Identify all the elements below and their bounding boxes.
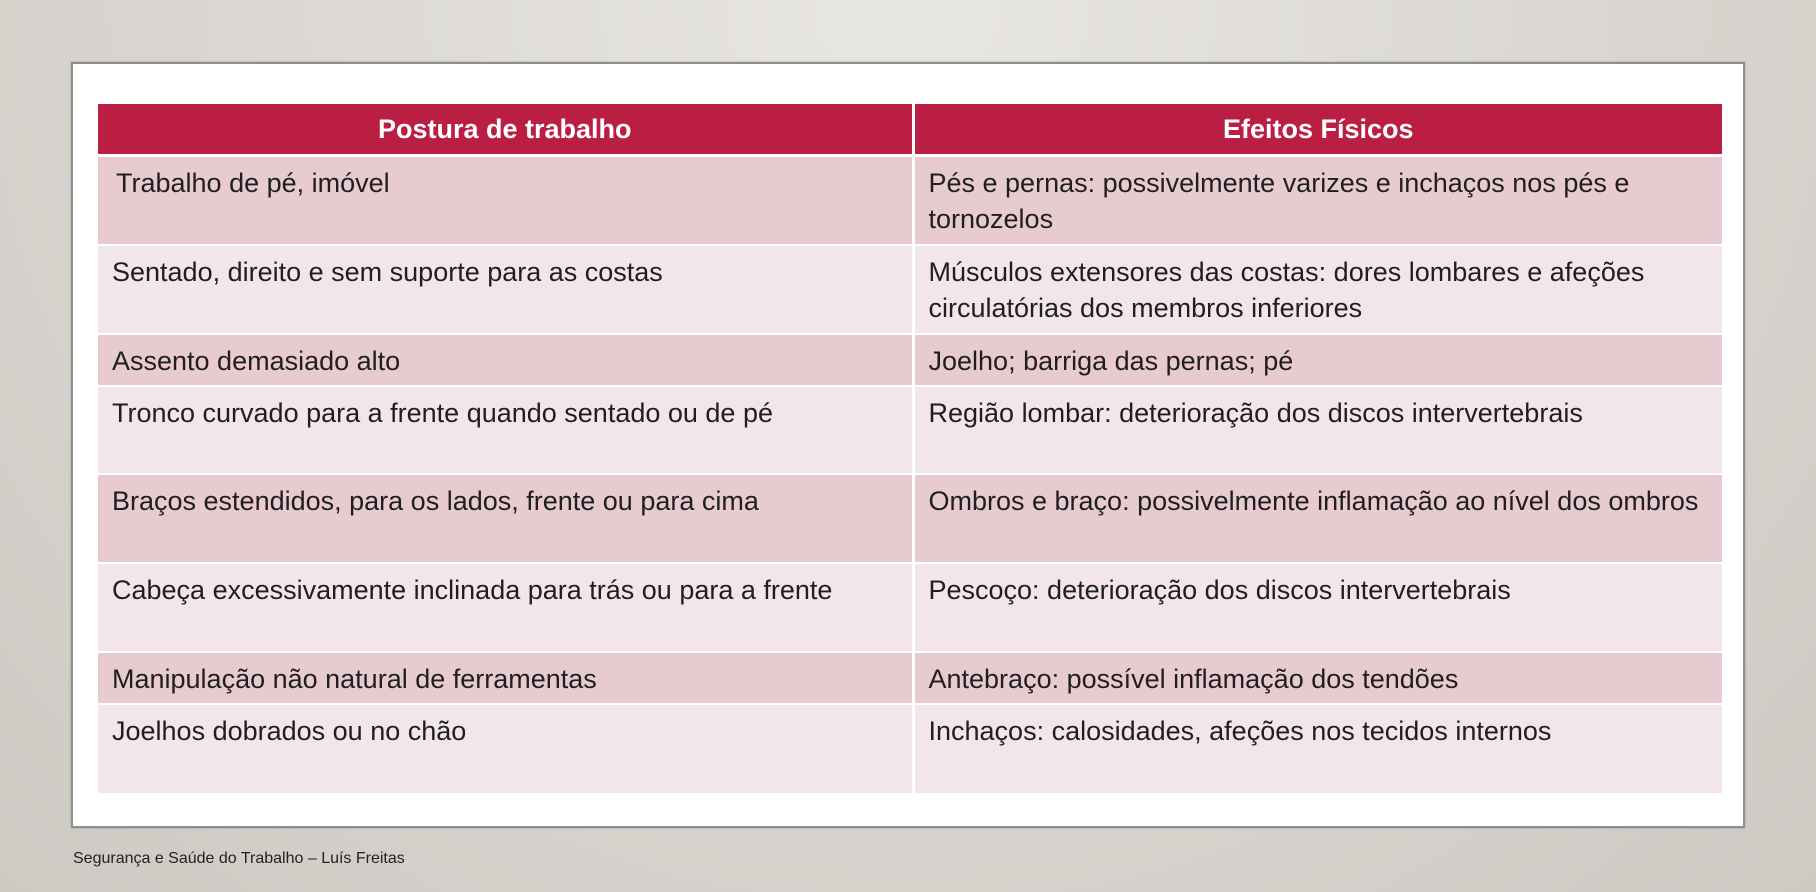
posture-cell: Braços estendidos, para os lados, frente ou para cima <box>98 474 913 563</box>
effects-cell: Músculos extensores das costas: dores lombares e afeções circulatórias dos membros inferiores <box>913 245 1722 334</box>
table-row <box>98 704 1722 793</box>
header-posture: Postura de trabalho <box>98 104 913 156</box>
effects-cell: Joelho; barriga das pernas; pé <box>913 334 1722 386</box>
effects-cell: Antebraço: possível inflamação dos tendões <box>913 652 1722 704</box>
table-row <box>98 386 1722 474</box>
effects-cell: Ombros e braço: possivelmente inflamação ao nível dos ombros <box>913 474 1722 563</box>
posture-cell: Trabalho de pé, imóvel <box>98 156 913 245</box>
posture-cell: Manipulação não natural de ferramentas <box>98 652 913 704</box>
effects-cell: Pescoço: deterioração dos discos intervertebrais <box>913 563 1722 652</box>
table-header-row <box>98 104 1722 156</box>
posture-cell: Sentado, direito e sem suporte para as costas <box>98 245 913 334</box>
posture-effects-table <box>98 104 1722 793</box>
posture-cell: Tronco curvado para a frente quando sentado ou de pé <box>98 386 913 474</box>
posture-cell: Joelhos dobrados ou no chão <box>98 704 913 793</box>
posture-cell: Assento demasiado alto <box>98 334 913 386</box>
table-row <box>98 474 1722 563</box>
effects-cell: Inchaços: calosidades, afeções nos tecidos internos <box>913 704 1722 793</box>
table-row <box>98 334 1722 386</box>
header-effects: Efeitos Físicos <box>913 104 1722 156</box>
effects-cell: Região lombar: deterioração dos discos intervertebrais <box>913 386 1722 474</box>
table-row <box>98 156 1722 245</box>
table-row <box>98 563 1722 652</box>
footer-credit: Segurança e Saúde do Trabalho – Luís Freitas <box>73 850 405 867</box>
table-row <box>98 652 1722 704</box>
effects-cell: Pés e pernas: possivelmente varizes e inchaços nos pés e tornozelos <box>913 156 1722 245</box>
posture-cell: Cabeça excessivamente inclinada para trás ou para a frente <box>98 563 913 652</box>
table-row <box>98 245 1722 334</box>
slide-frame <box>71 62 1745 828</box>
